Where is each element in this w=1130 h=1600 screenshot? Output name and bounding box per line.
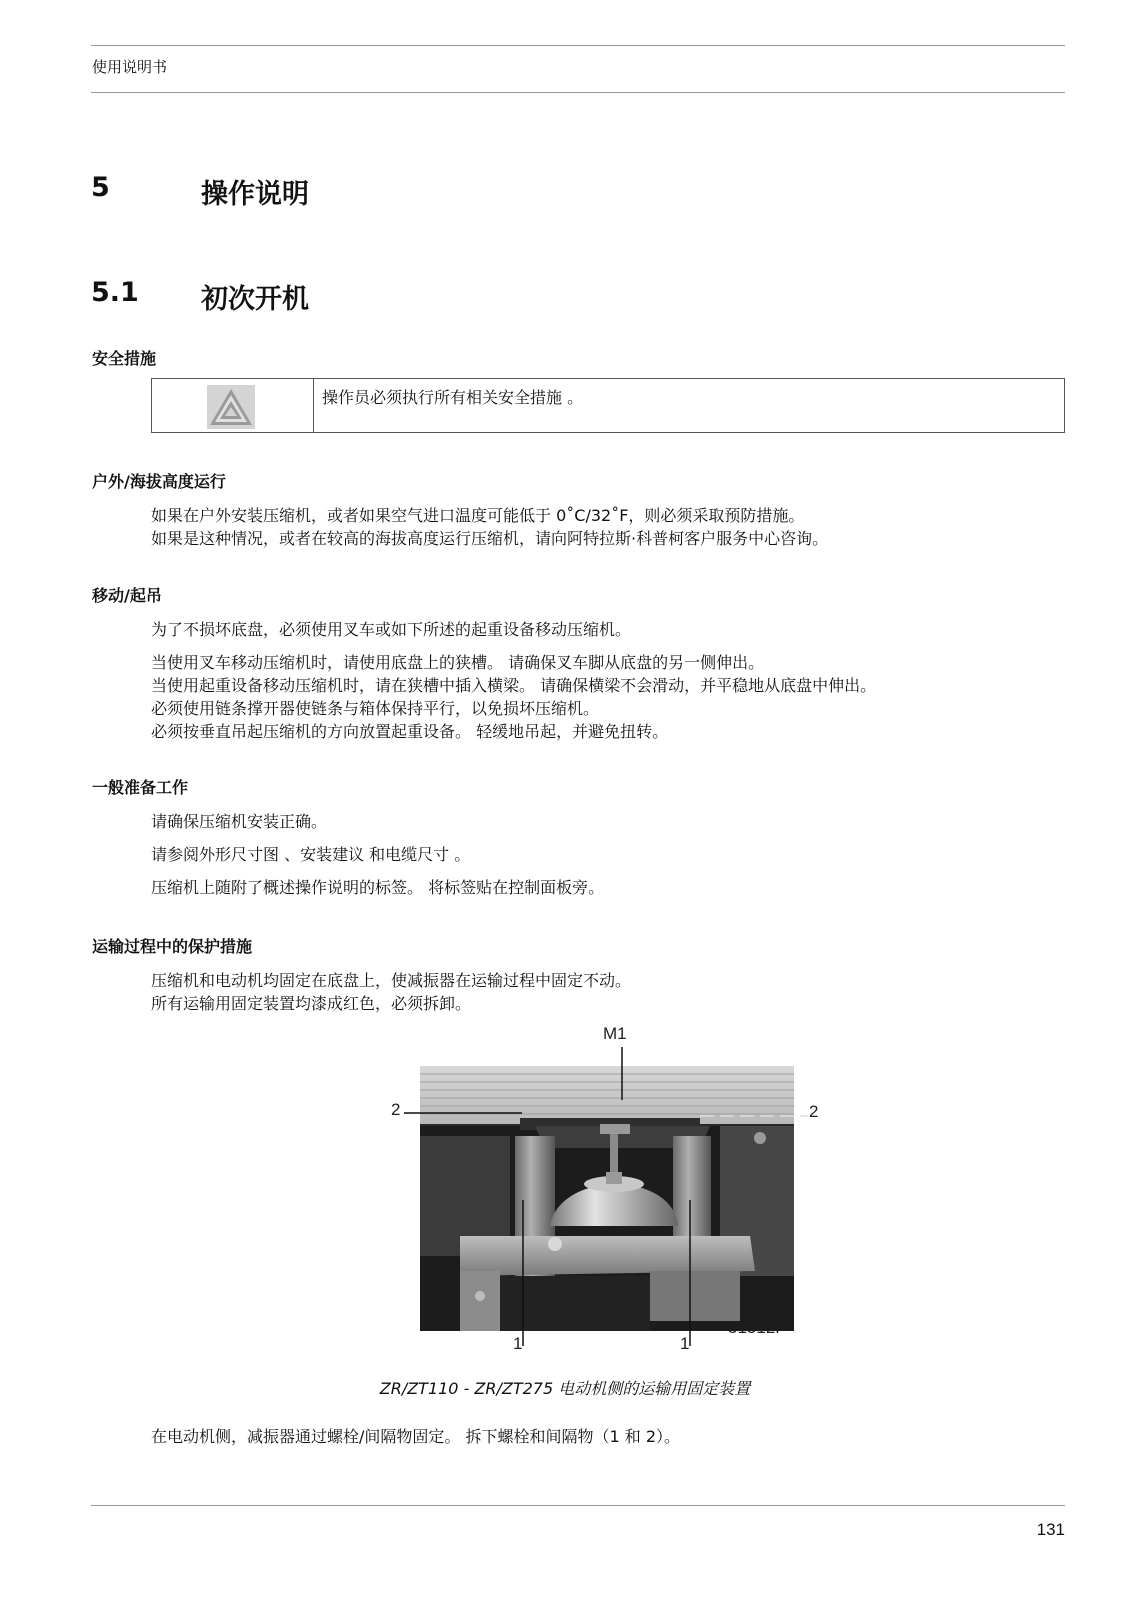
lifting-line: 当使用起重设备移动压缩机时，请在狭槽中插入横梁。 请确保横梁不会滑动，并平稳地从底盘中伸出。 (151, 676, 877, 695)
lifting-line: 当使用叉车移动压缩机时，请使用底盘上的狭槽。 请确保叉车脚从底盘的另一侧伸出。 (151, 653, 765, 672)
transport-heading: 运输过程中的保护措施 (92, 937, 253, 956)
lifting-intro: 为了不损坏底盘，必须使用叉车或如下所述的起重设备移动压缩机。 (151, 620, 632, 639)
figure-label-m1: M1 (603, 1024, 627, 1043)
section-title: 初次开机 (201, 284, 309, 315)
transport-line: 压缩机和电动机均固定在底盘上，使减振器在运输过程中固定不动。 (151, 971, 632, 990)
header-title: 使用说明书 (92, 58, 168, 76)
safety-heading: 安全措施 (92, 349, 157, 368)
closing-paragraph: 在电动机侧，减振器通过螺栓/间隔物固定。 拆下螺栓和间隔物（1 和 2）。 (151, 1427, 681, 1446)
outdoor-line: 如果是这种情况，或者在较高的海拔高度运行压缩机，请向阿特拉斯·科普柯客户服务中心咨询。 (151, 529, 829, 548)
preparation-item: 请确保压缩机安装正确。 (151, 812, 328, 831)
page-number: 131 (1036, 1520, 1065, 1539)
lifting-line: 必须使用链条撑开器使链条与箱体保持平行，以免损坏压缩机。 (151, 699, 600, 718)
lifting-heading: 移动/起吊 (92, 586, 162, 605)
preparation-item: 请参阅外形尺寸图 、安装建议 和电缆尺寸 。 (151, 845, 471, 864)
transport-line: 所有运输用固定装置均漆成红色，必须拆卸。 (151, 994, 472, 1013)
chapter-title: 操作说明 (201, 179, 309, 210)
preparation-heading: 一般准备工作 (92, 778, 189, 797)
chapter-number: 5 (91, 172, 110, 203)
lifting-line: 必须按垂直吊起压缩机的方向放置起重设备。 轻缓地吊起，并避免扭转。 (151, 722, 669, 741)
figure-label-1-left: 1 (513, 1334, 523, 1353)
preparation-item: 压缩机上随附了概述操作说明的标签。 将标签贴在控制面板旁。 (151, 878, 605, 897)
safety-warning-text: 操作员必须执行所有相关安全措施 。 (322, 388, 584, 407)
figure-label-2-right: 2 (809, 1102, 819, 1121)
section-number: 5.1 (91, 277, 139, 308)
figure-label-1-right: 1 (680, 1334, 690, 1353)
outdoor-heading: 户外/海拔高度运行 (92, 472, 226, 491)
outdoor-line: 如果在户外安装压缩机，或者如果空气进口温度可能低于 0˚C/32˚F，则必须采取预防措施。 (151, 506, 805, 525)
figure-caption: ZR/ZT110 - ZR/ZT275 电动机侧的运输用固定装置 (379, 1379, 751, 1398)
footer-rule (91, 1505, 1065, 1506)
figure-label-2-left: 2 (391, 1100, 401, 1119)
